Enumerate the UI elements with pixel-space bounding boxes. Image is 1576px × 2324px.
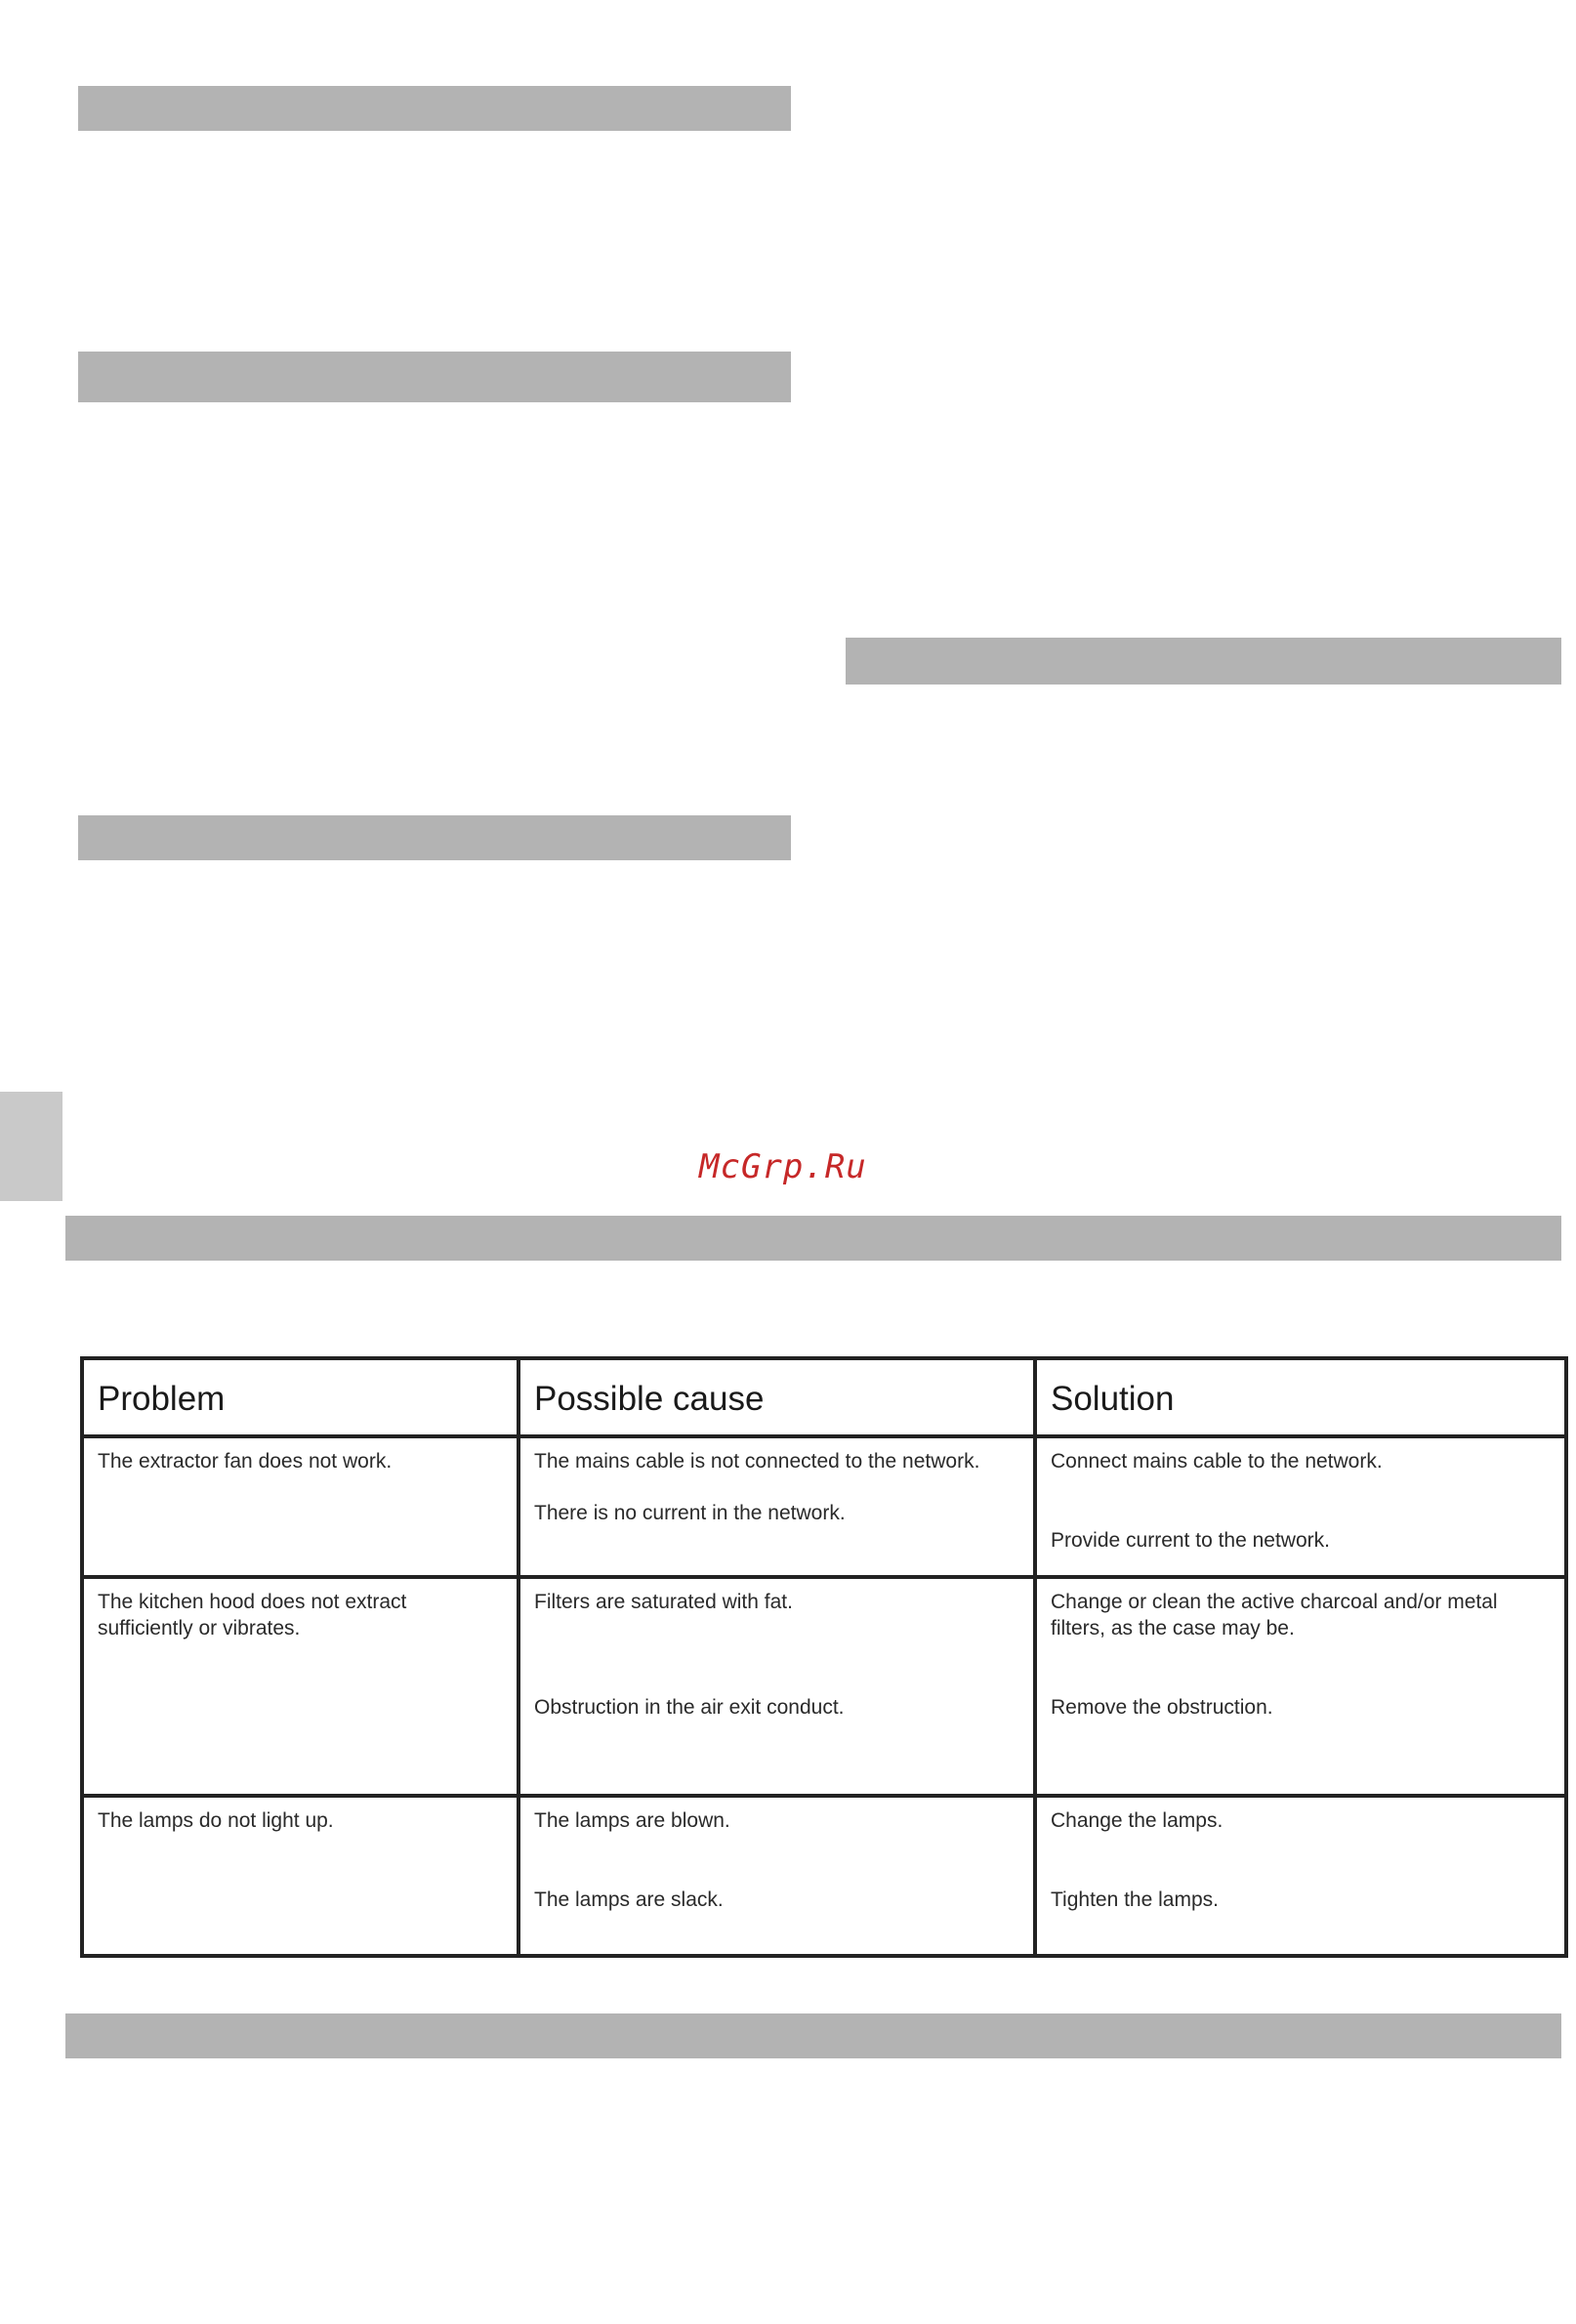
cause-text: The mains cable is not connected to the network. bbox=[534, 1450, 980, 1473]
solution-cell bbox=[1035, 1436, 1566, 1577]
section-header-bar bbox=[65, 1216, 1561, 1261]
solution-cell bbox=[1035, 1796, 1566, 1956]
cause-cell bbox=[518, 1436, 1035, 1577]
problem-cell bbox=[82, 1577, 518, 1796]
section-header-bar bbox=[78, 352, 791, 402]
problem-text: The extractor fan does not work. bbox=[98, 1450, 393, 1473]
problem-cell bbox=[82, 1436, 518, 1577]
section-header-bar bbox=[846, 638, 1561, 685]
cause-text: Obstruction in the air exit conduct. bbox=[534, 1696, 845, 1719]
problem-text: The kitchen hood does not extract sufficiently or vibrates. bbox=[98, 1591, 407, 1639]
solution-text: Connect mains cable to the network. bbox=[1051, 1450, 1383, 1473]
solution-cell bbox=[1035, 1577, 1566, 1796]
cause-text: There is no current in the network. bbox=[534, 1502, 846, 1524]
header-solution: Solution bbox=[1035, 1358, 1566, 1436]
header-problem: Problem bbox=[82, 1358, 518, 1436]
header-possible-cause: Possible cause bbox=[518, 1358, 1035, 1436]
solution-text: Change the lamps. bbox=[1051, 1809, 1223, 1832]
watermark: McGrp.Ru bbox=[699, 1147, 867, 1186]
cause-cell bbox=[518, 1796, 1035, 1956]
cause-cell bbox=[518, 1577, 1035, 1796]
section-header-bar bbox=[78, 86, 791, 131]
table-row bbox=[82, 1577, 1566, 1796]
solution-text: Provide current to the network. bbox=[1051, 1529, 1330, 1552]
cause-text: The lamps are blown. bbox=[534, 1809, 730, 1832]
table-row bbox=[82, 1436, 1566, 1577]
cause-text: The lamps are slack. bbox=[534, 1888, 724, 1911]
solution-text: Change or clean the active charcoal and/or metal filters, as the case may be. bbox=[1051, 1591, 1498, 1639]
table-row bbox=[82, 1796, 1566, 1956]
problem-text: The lamps do not light up. bbox=[98, 1809, 334, 1832]
section-header-bar bbox=[65, 2013, 1561, 2058]
problem-cell bbox=[82, 1796, 518, 1956]
table-header-row bbox=[82, 1358, 1566, 1436]
solution-text: Tighten the lamps. bbox=[1051, 1888, 1219, 1911]
section-header-bar bbox=[78, 815, 791, 860]
troubleshooting-table bbox=[80, 1356, 1568, 1958]
solution-text: Remove the obstruction. bbox=[1051, 1696, 1273, 1719]
page-side-tab bbox=[0, 1092, 62, 1201]
cause-text: Filters are saturated with fat. bbox=[534, 1591, 793, 1613]
